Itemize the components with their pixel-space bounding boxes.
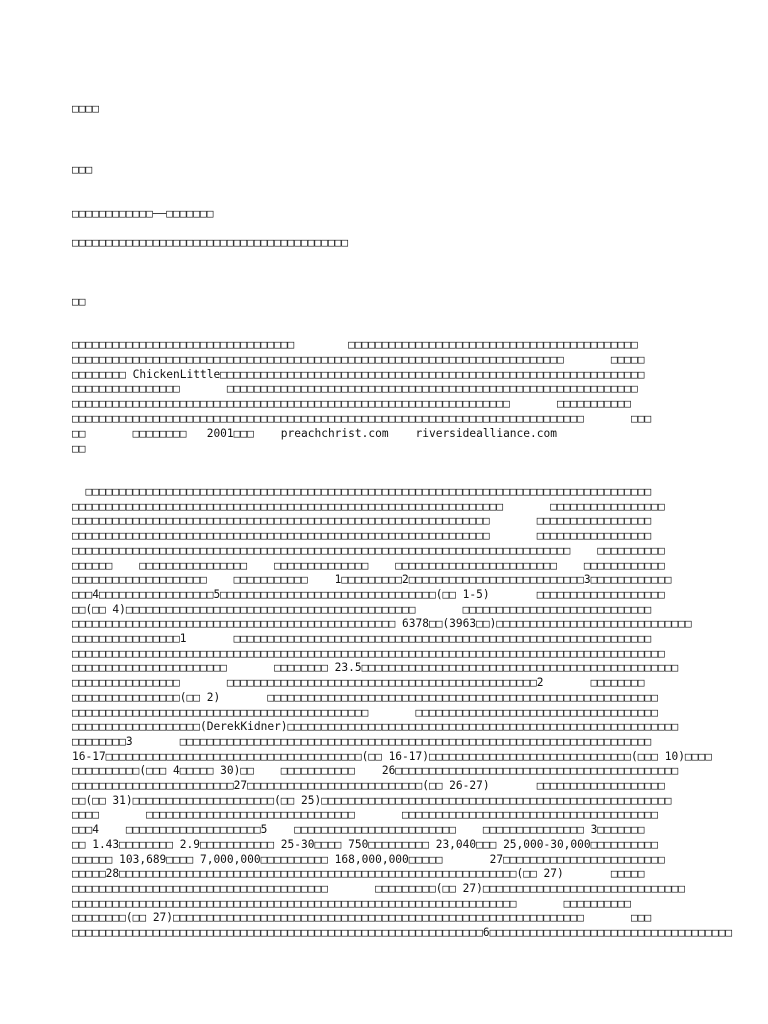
text-line: □□(□□ 31)□□□□□□□□□□□□□□□□□□□□□(□□ 25)□□□□□□□□□□□□□□□□□□□□□□□□□□□□□□□□□□□□□□□□□□□□□□□□□□□□ [72,793,672,807]
text-line: □□□□□□□□□□□□□□□□ □□□□□□□□□□□□□□□□□□□□□□□□□□□□□□□□□□□□□□□□□□□□□□2 □□□□□□□□ [72,676,645,690]
document-title: □□□□ [72,102,99,115]
text-line: □□ □□□□□□□□ 2001□□□ preachchrist.com riversidealliance.com [72,426,557,440]
text-line: □□□□□□□□□□□□□□□□□□□□□□□□□□□□□□□□□□□□□□□□□□□□□□□□□□□□□□□□□□□□□□□□ □□□□□□□□□□□□□□□□□ [72,499,665,513]
text-line: □□□□□□□□□□□□□□□□□□□□□□□□□□□□□□□□□□□□□□□□□□□□□□□□□□□□□□□□□□□□□□□□□□□□□□□□□□□□ □□□ [72,412,652,425]
text-line: □□□□□□ □□□□□□□□□□□□□□□□ □□□□□□□□□□□□□□ □□□□□□□□□□□□□□□□□□□□□□□□ □□□□□□□□□□□□ [72,558,665,572]
text-line: □□□□□□□□□□□□□□□□□□□□□□□□□□□□□□□□□□□□□□□□□□□□□□□□□□□□□□□□□□□□□□□□□□□□□□□□□ □□□□□ [72,352,645,366]
text-line: □□□□□□□□□□□□□□□□□□□□□□□□□□□□□□□□□□□□□□□□□□□□ □□□□□□□□□□□□□□□□□□□□□□□□□□□□□□□□□□□□ [72,705,658,719]
subtitle-secondary: □□□□□□□□□□□□□□□□□□□□□□□□□□□□□□□□□□□□□□□□□ [72,236,349,249]
text-line: □□□4□□□□□□□□□□□□□□□□□5□□□□□□□□□□□□□□□□□□□□□□□□□□□□□□□□(□□ 1-5) □□□□□□□□□□□□□□□□□□□ [72,587,665,601]
text-line: □□□□□□□□□□□□□□□□□□□□□□□□□□□□□□□□□□□□□□□□□□□□□□□□ 6378□□(3963□□)□□□□□□□□□□□□□□□□□□□□□□□□□□□□□ [72,617,692,631]
text-line: □□□□□□□□□□□□□□□□□□□□□□□□□□□□□□□□□□□□□□ □□□□□□□□□(□□ 27)□□□□□□□□□□□□□□□□□□□□□□□□□□□□□□ [72,881,685,895]
text-line: □□□□□□□□□□□□□□□□□□□□□□□□27□□□□□□□□□□□□□□□□□□□□□□□□□□(□□ 26-27) □□□□□□□□□□□□□□□□□□□ [72,779,665,792]
text-line: □□(□□ 4)□□□□□□□□□□□□□□□□□□□□□□□□□□□□□□□□□□□□□□□□□□□ □□□□□□□□□□□□□□□□□□□□□□□□□□□□ [72,602,652,616]
text-line: □□□□□□ 103,689□□□□ 7,000,000□□□□□□□□□□ 168,000,000□□□□□ 27□□□□□□□□□□□□□□□□□□□□□□□□ [72,852,665,866]
text-line: □□ 1.43□□□□□□□□ 2.9□□□□□□□□□□□ 25-30□□□□ 750□□□□□□□□□ 23,040□□□ 25,000-30,000□□□□□□□□□□ [72,837,658,851]
text-line: □□□□□□□□3 □□□□□□□□□□□□□□□□□□□□□□□□□□□□□□□□□□□□□□□□□□□□□□□□□□□□□□□□□□□□□□□□□□□□□□ [72,734,652,748]
text-line: □□□□□□□□□□(□□□ 4□□□□□ 30)□□ □□□□□□□□□□□ 26□□□□□□□□□□□□□□□□□□□□□□□□□□□□□□□□□□□□□□□□□□ [72,764,679,778]
text-line: □□□□□□□□□□□□□□□□□□□□□□□□□□□□□□□□□□□□□□□□□□□□□□□□□□□□□□□□□□□□□□□□□□□□□□□□□□□□□□□□□□□□ [72,485,652,498]
text-line: □□□□ □□□□□□□□□□□□□□□□□□□□□□□□□□□□□□□ □□□□□□□□□□□□□□□□□□□□□□□□□□□□□□□□□□□□□□ [72,808,658,822]
text-line: □□□□□□□□□□□□□□□□□□□□□□□□□□□□□□□□□ □□□□□□□□□□□□□□□□□□□□□□□□□□□□□□□□□□□□□□□□□□□ [72,338,638,351]
text-line: □□□□□□□□□□□□□□□□□□□□□□□□□□□□□□□□□□□□□□□□□□□□□□□□□□□□□□□□□□□□□□ □□□□□□□□□□□□□□□□□ [72,529,652,543]
text-line: □□□□□□□□(□□ 27)□□□□□□□□□□□□□□□□□□□□□□□□□□□□□□□□□□□□□□□□□□□□□□□□□□□□□□□□□□□□□ □□□ [72,911,652,925]
text-line: □□□□□□□□□□□□□□□□□□□□ □□□□□□□□□□□ 1□□□□□□□□□2□□□□□□□□□□□□□□□□□□□□□□□□□□3□□□□□□□□□□□□ [72,573,672,587]
text-line: 16-17□□□□□□□□□□□□□□□□□□□□□□□□□□□□□□□□□□□□□□(□□ 16-17)□□□□□□□□□□□□□□□□□□□□□□□□□□□□□□(□□□ 10)□□□□ [72,749,712,763]
text-line: □□□□□□□□□□□□□□□□□□□□□□□□□□□□□□□□□□□□□□□□□□□□□□□□□□□□□□□□□□□□□6□□□□□□□□□□□□□□□□□□□□□□□□□□□□□□□□□□□□ [72,926,733,939]
text-line: □□□□□□□□□□□□□□□□□□□□□□□□□□□□□□□□□□□□□□□□□□□□□□□□□□□□□□□□□□□□□□□□□□ □□□□□□□□□□ [72,896,632,910]
text-line: □□□□□□□□□□□□□□□□1 □□□□□□□□□□□□□□□□□□□□□□□□□□□□□□□□□□□□□□□□□□□□□□□□□□□□□□□□□□□□□□ [72,632,652,645]
text-line: □□□□□□□□□□□□□□□□□□□□□□□□□□□□□□□□□□□□□□□□□□□□□□□□□□□□□□□□□□□□□□ □□□□□□□□□□□□□□□□□ [72,514,652,528]
subtitle: □□□□□□□□□□□□——□□□□□□□ [72,207,214,220]
text-line: □□□□□□□□□□□□□□□□(□□ 2) □□□□□□□□□□□□□□□□□□□□□□□□□□□□□□□□□□□□□□□□□□□□□□□□□□□□□□□□□□ [72,690,658,704]
text-line: □□□4 □□□□□□□□□□□□□□□□□□□□5 □□□□□□□□□□□□□□□□□□□□□□□□ □□□□□□□□□□□□□□□ 3□□□□□□□ [72,823,645,837]
abstract-label: □□ [72,295,86,308]
text-line: □□□□□□□□□□□□□□□□□□□(DerekKidner)□□□□□□□□□□□□□□□□□□□□□□□□□□□□□□□□□□□□□□□□□□□□□□□□□□□□□□□□□□ [72,720,679,734]
section-heading: □□□ [72,163,93,176]
text-line: □□□□□□□□□□□□□□□□□□□□□□□□□□□□□□□□□□□□□□□□□□□□□□□□□□□□□□□□□□□□□□□□□□□□□□□□□□□□□□□□□□□□□□□□ [72,646,665,660]
text-line: □□□□□□□□□□□□□□□□ □□□□□□□□□□□□□□□□□□□□□□□□□□□□□□□□□□□□□□□□□□□□□□□□□□□□□□□□□□□□□ [72,382,638,396]
text-line: □□□□□□□□□□□□□□□□□□□□□□□□□□□□□□□□□□□□□□□□□□□□□□□□□□□□□□□□□□□□□□□□□□□□□□□□□□ □□□□□□□□□□ [72,543,665,557]
text-line: □□□□□□□□□□□□□□□□□□□□□□□ □□□□□□□□ 23.5□□□□□□□□□□□□□□□□□□□□□□□□□□□□□□□□□□□□□□□□□□□□□□□ [72,661,679,675]
text-line: □□□□□□□□ ChickenLittle□□□□□□□□□□□□□□□□□□□□□□□□□□□□□□□□□□□□□□□□□□□□□□□□□□□□□□□□□□□□□□□ [72,367,645,381]
text-line: □□□□□28□□□□□□□□□□□□□□□□□□□□□□□□□□□□□□□□□□□□□□□□□□□□□□□□□□□□□□□□□□□(□□ 27) □□□□□ [72,867,645,881]
text-line: □□ [72,441,86,455]
text-line: □□□□□□□□□□□□□□□□□□□□□□□□□□□□□□□□□□□□□□□□□□□□□□□□□□□□□□□□□□□□□□□□□ □□□□□□□□□□□ [72,397,632,411]
